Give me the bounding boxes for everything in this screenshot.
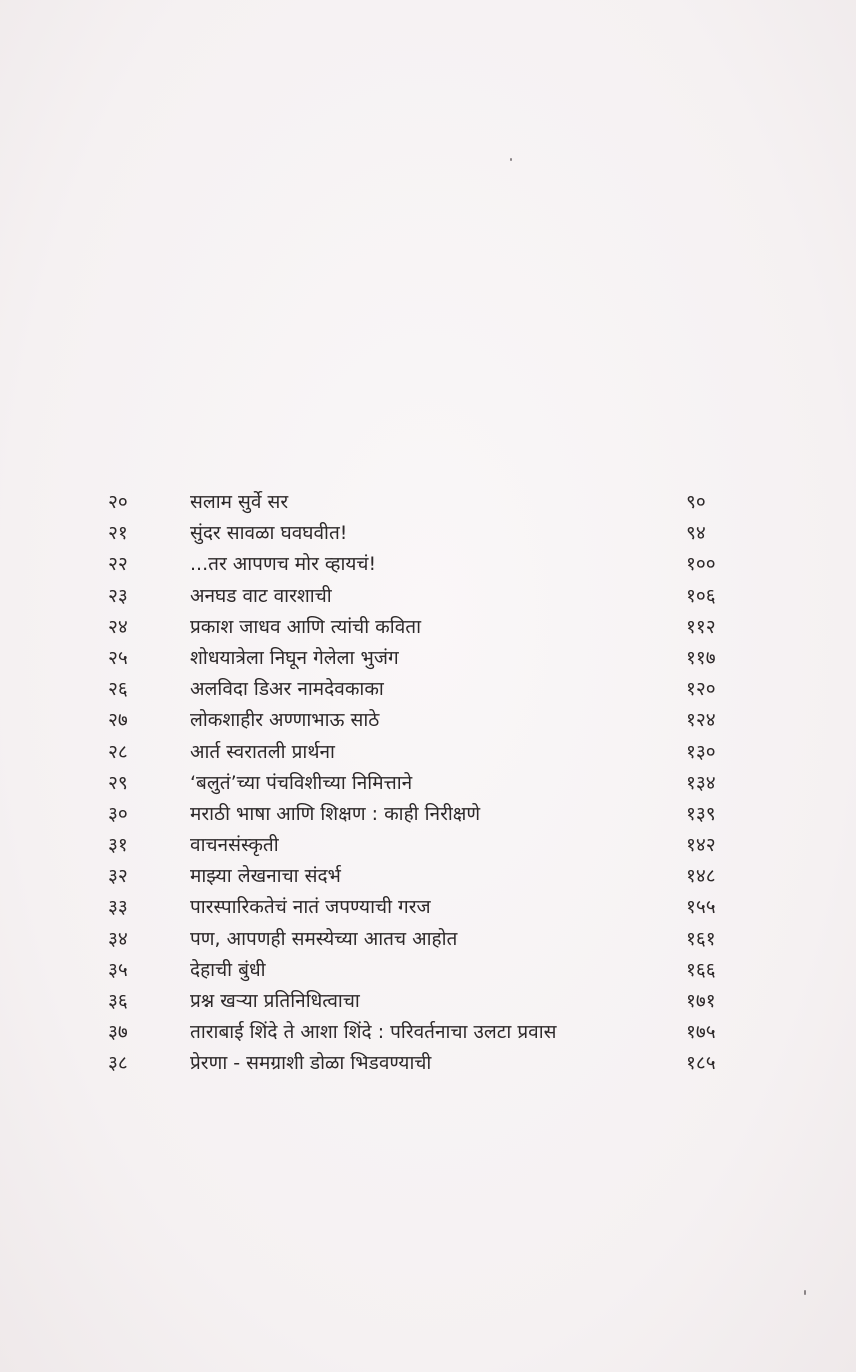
page-number: ९४ bbox=[686, 522, 706, 545]
chapter-number: २८ bbox=[108, 740, 128, 763]
page-number: १५५ bbox=[686, 896, 716, 919]
page-number: १६१ bbox=[686, 927, 716, 950]
page-number: १२० bbox=[686, 678, 716, 701]
chapter-title: प्रकाश जाधव आणि त्यांची कविता bbox=[190, 615, 422, 638]
paper-speck bbox=[510, 158, 512, 161]
chapter-number: ३२ bbox=[108, 865, 128, 888]
toc-entry bbox=[108, 549, 738, 580]
page-number: १७५ bbox=[686, 1021, 716, 1044]
chapter-number: ३३ bbox=[108, 896, 128, 919]
page-number: १०० bbox=[686, 553, 716, 576]
chapter-number: २९ bbox=[108, 771, 128, 794]
toc-entry bbox=[108, 1048, 738, 1079]
chapter-number: २५ bbox=[108, 646, 128, 669]
toc-entry bbox=[108, 830, 738, 861]
chapter-title: प्रश्न खऱ्या प्रतिनिधित्वाचा bbox=[190, 990, 360, 1012]
page-number: १६६ bbox=[686, 958, 716, 981]
page-number: १८५ bbox=[686, 1052, 716, 1075]
toc-entry bbox=[108, 892, 738, 923]
toc-entry bbox=[108, 924, 738, 955]
chapter-title: शोधयात्रेला निघून गेलेला भुजंग bbox=[190, 646, 399, 669]
table-of-contents bbox=[108, 487, 738, 1080]
paper-speck bbox=[804, 1290, 806, 1295]
chapter-title: अलविदा डिअर नामदेवकाका bbox=[190, 678, 384, 701]
chapter-title: सलाम सुर्वे सर bbox=[190, 491, 289, 513]
page-number: १४८ bbox=[686, 865, 716, 888]
toc-entry bbox=[108, 799, 738, 830]
toc-entry bbox=[108, 674, 738, 705]
page-number: ९० bbox=[686, 491, 706, 513]
chapter-number: ३१ bbox=[108, 834, 128, 857]
chapter-number: ३७ bbox=[108, 1021, 128, 1044]
chapter-number: ३४ bbox=[108, 927, 128, 950]
page-number: १३० bbox=[686, 740, 716, 763]
page-number: १२४ bbox=[686, 709, 716, 732]
chapter-number: २६ bbox=[108, 678, 128, 701]
chapter-title: वाचनसंस्कृती bbox=[190, 834, 279, 857]
chapter-title: लोकशाहीर अण्णाभाऊ साठे bbox=[190, 709, 380, 732]
chapter-title: ताराबाई शिंदे ते आशा शिंदे : परिवर्तनाचा उलटा प्रवास bbox=[190, 1021, 557, 1044]
chapter-number: २० bbox=[108, 491, 128, 513]
toc-entry bbox=[108, 737, 738, 768]
page-number: १४२ bbox=[686, 834, 716, 857]
chapter-number: २४ bbox=[108, 615, 128, 638]
chapter-title: ...तर आपणच मोर व्हायचं! bbox=[190, 553, 377, 576]
chapter-number: २१ bbox=[108, 522, 128, 545]
chapter-title: पण, आपणही समस्येच्या आतच आहोत bbox=[190, 927, 458, 950]
toc-entry bbox=[108, 986, 738, 1017]
toc-entry bbox=[108, 1017, 738, 1048]
chapter-number: २३ bbox=[108, 584, 128, 607]
chapter-number: ३५ bbox=[108, 958, 128, 981]
toc-entry bbox=[108, 518, 738, 549]
chapter-title: प्रेरणा - समग्राशी डोळा भिडवण्याची bbox=[190, 1052, 432, 1075]
chapter-title: पारस्पारिकतेचं नातं जपण्याची गरज bbox=[190, 896, 431, 919]
chapter-number: ३० bbox=[108, 802, 128, 825]
chapter-title: देहाची बुंधी bbox=[190, 958, 266, 981]
page-number: ११२ bbox=[686, 615, 716, 638]
toc-entry bbox=[108, 581, 738, 612]
chapter-title: ‘बलुतं’च्या पंचविशीच्या निमित्ताने bbox=[190, 771, 413, 794]
toc-entry bbox=[108, 861, 738, 892]
toc-entry bbox=[108, 768, 738, 799]
toc-entry bbox=[108, 955, 738, 986]
page-number: १३४ bbox=[686, 771, 716, 794]
toc-entry bbox=[108, 705, 738, 736]
toc-entry bbox=[108, 487, 738, 518]
page-number: १७१ bbox=[686, 990, 716, 1012]
chapter-number: ३६ bbox=[108, 990, 128, 1012]
chapter-title: सुंदर सावळा घवघवीत! bbox=[190, 522, 348, 545]
chapter-title: मराठी भाषा आणि शिक्षण : काही निरीक्षणे bbox=[190, 802, 481, 825]
toc-entry bbox=[108, 612, 738, 643]
chapter-number: २२ bbox=[108, 553, 128, 576]
chapter-title: आर्त स्वरातली प्रार्थना bbox=[190, 740, 335, 763]
chapter-title: अनघड वाट वारशाची bbox=[190, 584, 332, 607]
page-number: ११७ bbox=[686, 646, 716, 669]
chapter-number: ३८ bbox=[108, 1052, 128, 1075]
page-number: १३९ bbox=[686, 802, 716, 825]
page-number: १०६ bbox=[686, 584, 716, 607]
chapter-number: २७ bbox=[108, 709, 128, 732]
toc-entry bbox=[108, 643, 738, 674]
chapter-title: माझ्या लेखनाचा संदर्भ bbox=[190, 865, 341, 888]
